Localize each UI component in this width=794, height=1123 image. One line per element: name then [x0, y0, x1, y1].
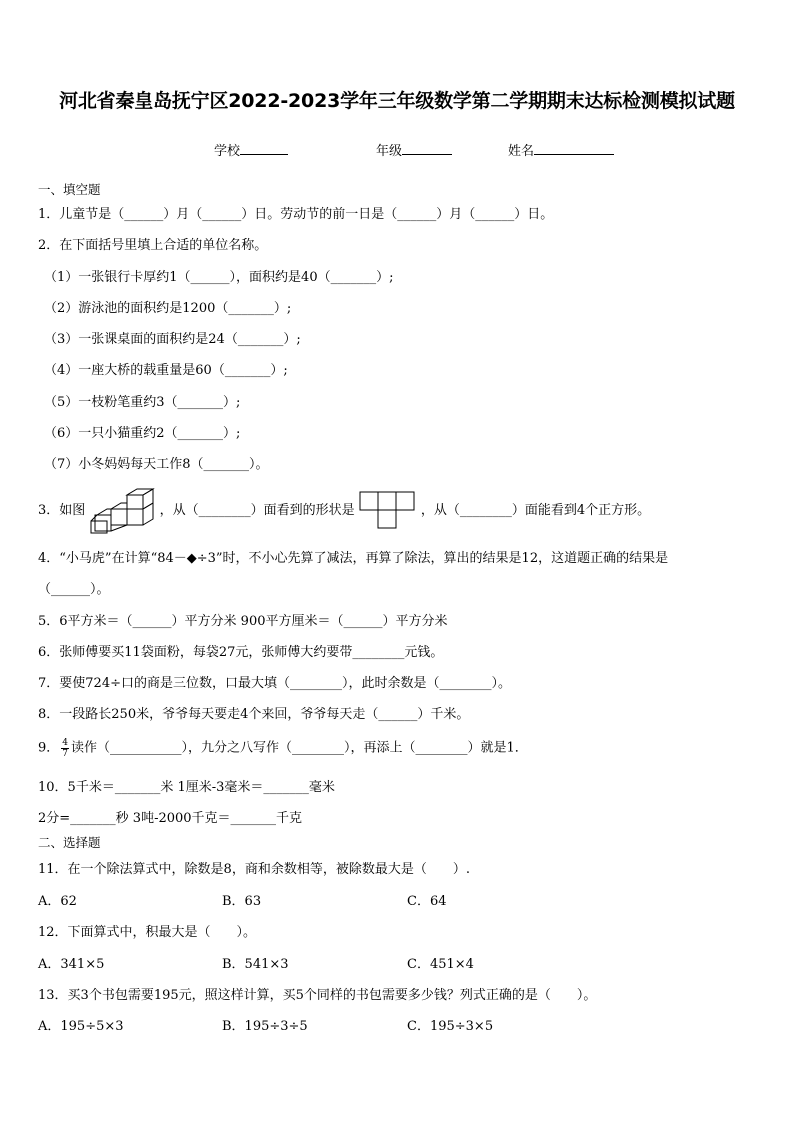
- question-11: 11．在一个除法算式中，除数是8，商和余数相等，被除数最大是（ ）.: [38, 862, 470, 877]
- q11-option-c: C．64: [407, 894, 447, 909]
- question-3-intro: 3．如图: [38, 503, 86, 518]
- question-2-7: （7）小冬妈妈每天工作8（_______）。: [44, 457, 269, 472]
- school-label: 学校: [214, 144, 241, 159]
- section-heading-choice: 二、选择题: [38, 835, 101, 850]
- question-2-3: （3）一张课桌面的面积约是24（_______）;: [44, 332, 301, 347]
- name-label: 姓名: [508, 144, 535, 159]
- cube-stack-figure: [89, 487, 155, 535]
- question-12: 12．下面算式中，积最大是（ ）。: [38, 925, 257, 940]
- q11-option-b: B．63: [222, 894, 262, 909]
- fraction-numerator: 4: [62, 738, 69, 748]
- q13-option-a: A．195÷5×3: [38, 1019, 124, 1034]
- view-shape-figure: [359, 491, 417, 531]
- question-2-4: （4）一座大桥的载重量是60（_______）;: [44, 363, 288, 378]
- q11-option-a: A．62: [38, 894, 77, 909]
- question-10-continued: 2分=_______秒 3吨-2000千克＝_______千克: [38, 811, 303, 826]
- question-3-end: ，从（________）面能看到4个正方形。: [420, 503, 651, 518]
- q13-option-b: B．195÷3÷5: [222, 1019, 308, 1034]
- question-5: 5．6平方米＝（______）平方分米 900平方厘米＝（______）平方分米: [38, 614, 448, 629]
- question-10: 10．5千米＝_______米 1厘米-3毫米＝_______毫米: [38, 780, 335, 795]
- section-heading-fill: 一、填空题: [38, 182, 101, 197]
- fraction-denominator: 7: [62, 749, 69, 759]
- page-title: 河北省秦皇岛抚宁区2022-2023学年三年级数学第二学期期末达标检测模拟试题: [59, 90, 735, 112]
- question-7: 7．要使724÷口的商是三位数，口最大填（________），此时余数是（________）。: [38, 676, 511, 691]
- question-4-answer: （______）。: [38, 582, 110, 597]
- question-9-text: 读作（___________），九分之八写作（________），再添上（________）就是1．: [71, 740, 528, 756]
- q12-option-b: B．541×3: [222, 957, 289, 972]
- question-1: 1．儿童节是（______）月（______）日。劳动节的前一日是（______）月（______）日。: [38, 207, 554, 222]
- grade-field: [376, 140, 452, 159]
- question-2-1: （1）一张银行卡厚约1（______），面积约是40（_______）;: [44, 270, 394, 285]
- q12-option-a: A．341×5: [38, 957, 105, 972]
- q12-option-c: C．451×4: [407, 957, 474, 972]
- fraction: [61, 738, 69, 759]
- question-4: 4．“小马虎”在计算“84－◆÷3”时，不小心先算了减法，再算了除法，算出的结果是12，这道题正确的结果是: [38, 551, 669, 566]
- q13-option-c: C．195÷3×5: [407, 1019, 494, 1034]
- school-field: [214, 140, 288, 159]
- question-13: 13．买3个书包需要195元，照这样计算，买5个同样的书包需要多少钱？列式正确的是（ ）。: [38, 988, 597, 1003]
- question-2-2: （2）游泳池的面积约是1200（_______）;: [44, 301, 292, 316]
- question-3-middle: ，从（________）面看到的形状是: [159, 503, 355, 518]
- name-blank: [534, 142, 614, 155]
- question-9-number: 9．: [38, 740, 60, 756]
- grade-blank: [402, 142, 452, 155]
- question-6: 6．张师傅要买11袋面粉，每袋27元，张师傅大约要带________元钱。: [38, 645, 444, 660]
- question-2-5: （5）一枝粉笔重约3（_______）;: [44, 395, 241, 410]
- question-2-6: （6）一只小猫重约2（_______）;: [44, 426, 241, 441]
- name-field: [508, 140, 614, 159]
- question-2: 2．在下面括号里填上合适的单位名称。: [38, 238, 268, 253]
- question-8: 8．一段路长250米，爷爷每天要走4个来回，爷爷每天走（______）千米。: [38, 707, 470, 722]
- question-9: [38, 738, 528, 766]
- school-blank: [240, 142, 288, 155]
- question-3: [38, 487, 650, 537]
- grade-label: 年级: [376, 144, 403, 159]
